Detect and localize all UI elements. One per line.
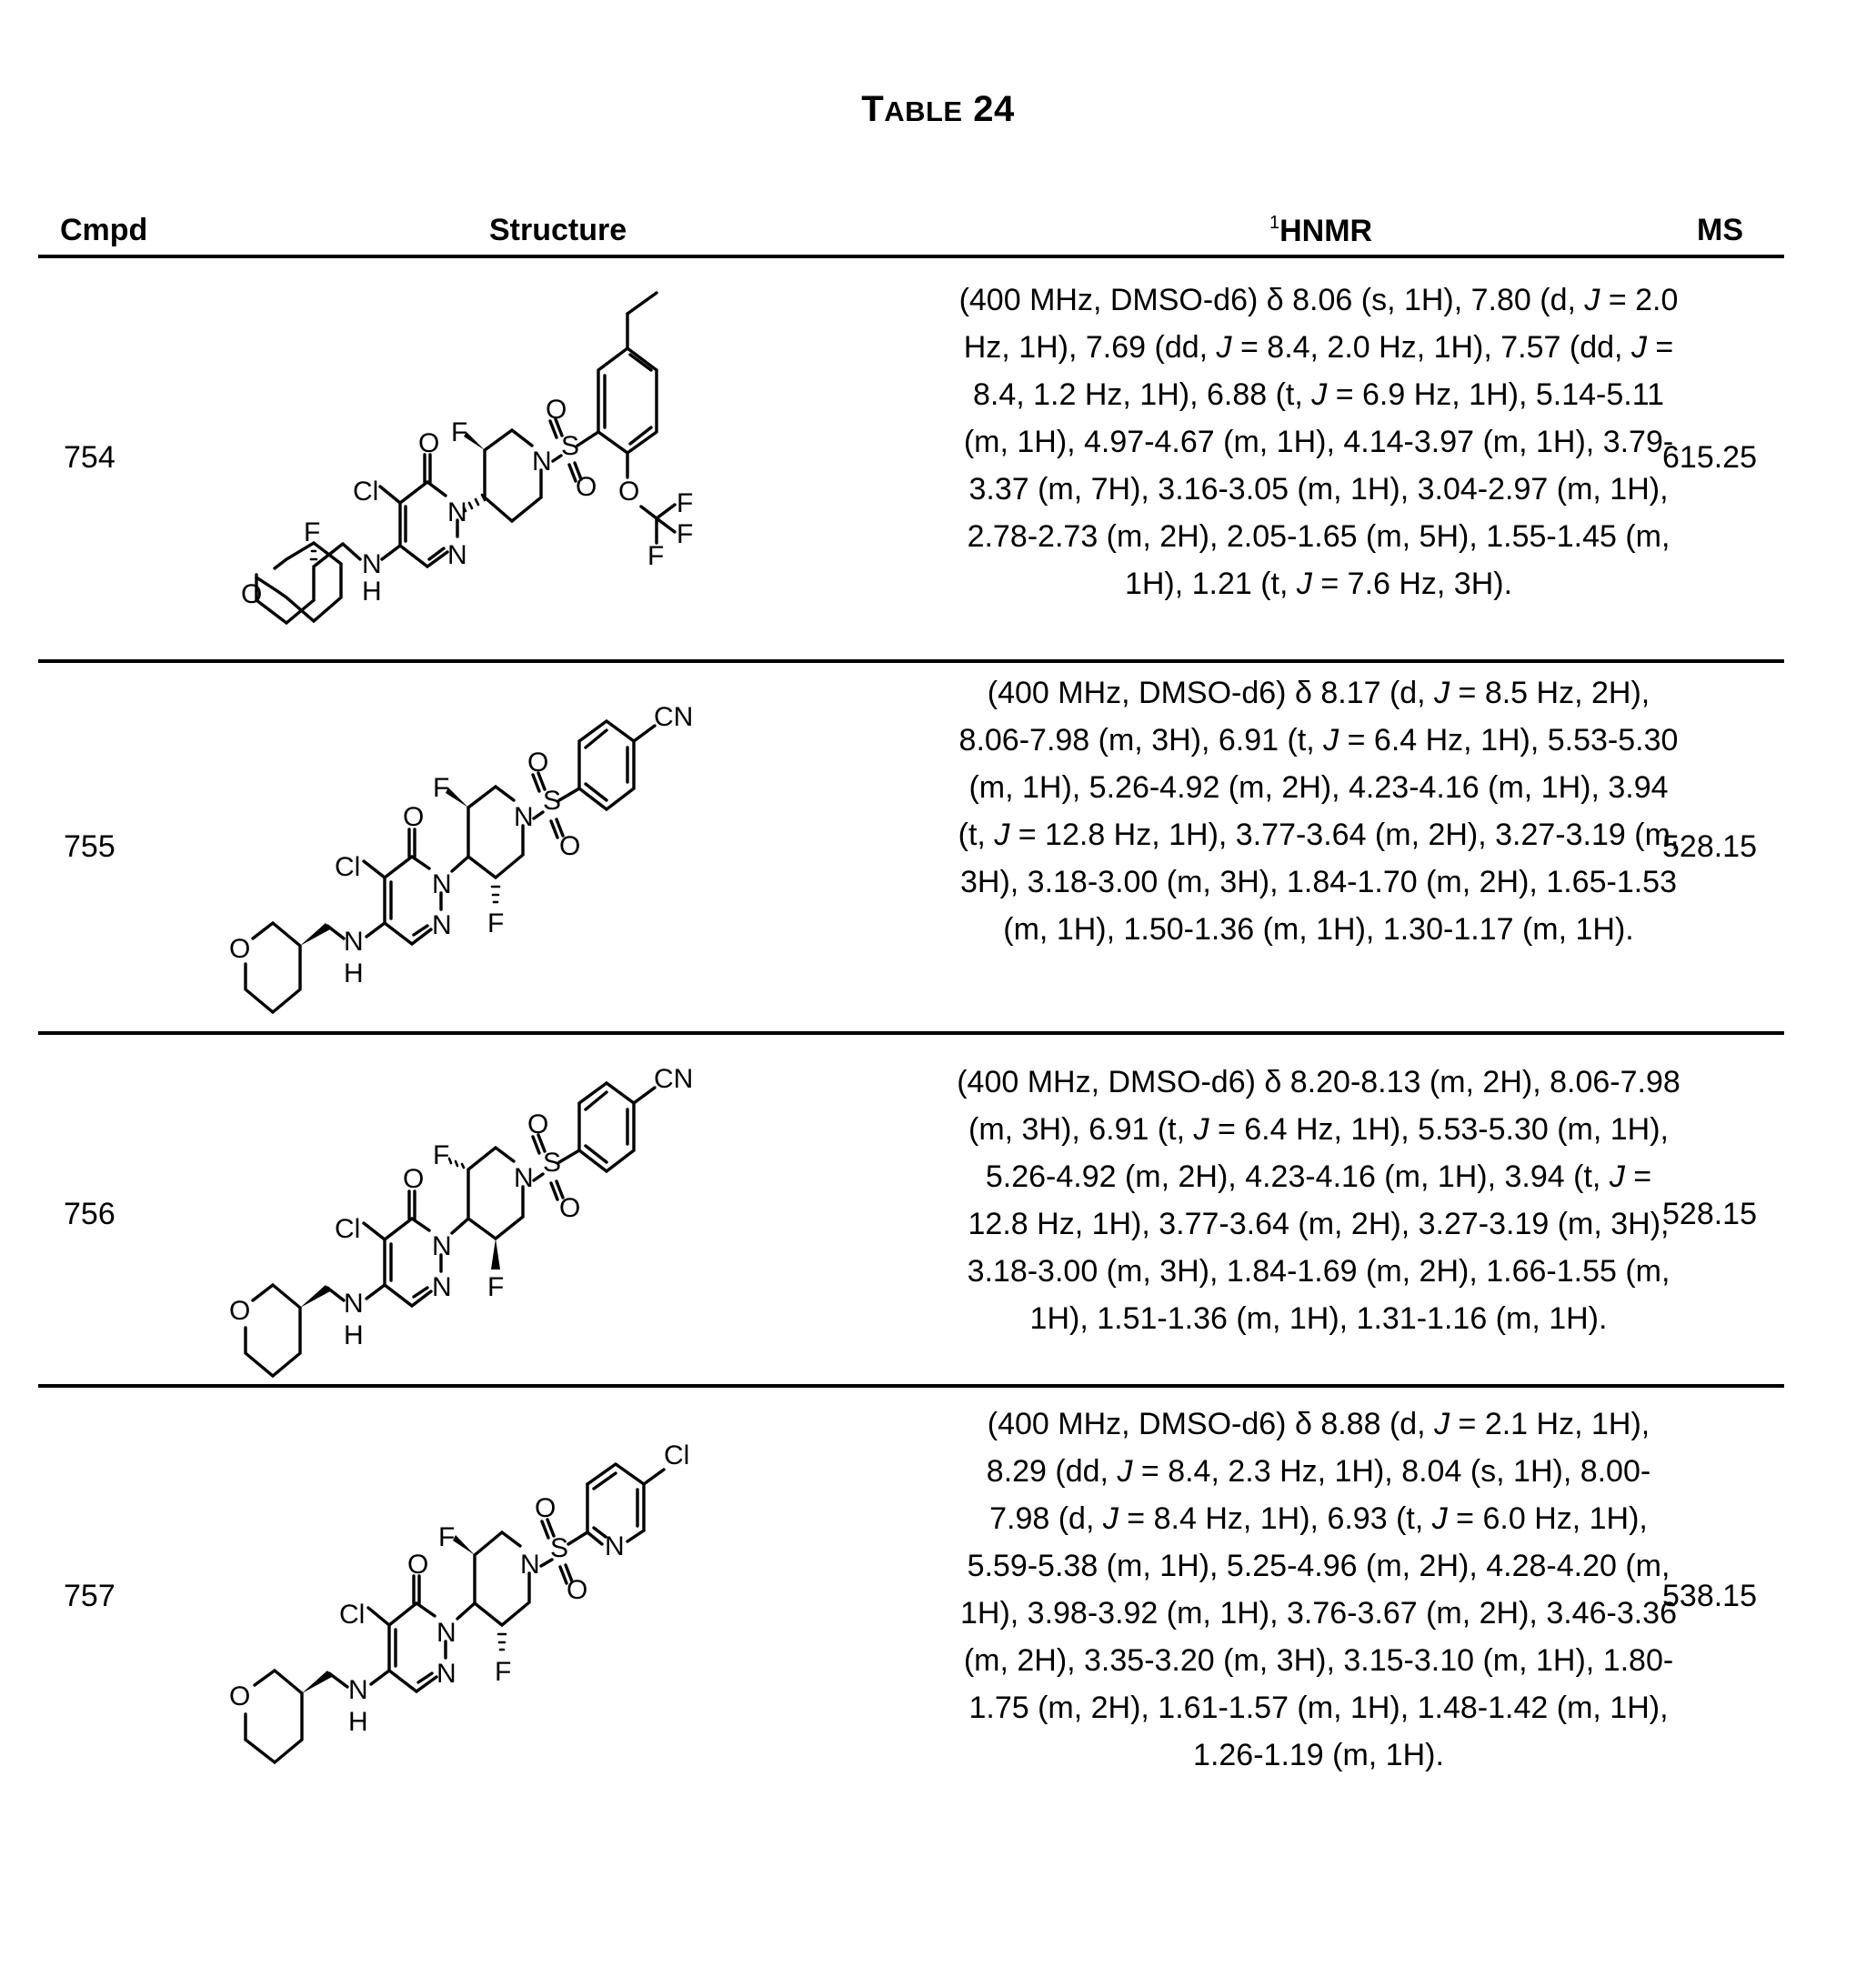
- chemical-structure-754: [236, 259, 891, 659]
- svg-text:N: N: [432, 1272, 452, 1302]
- svg-text:F: F: [433, 1140, 450, 1170]
- cmpd-id: 755: [64, 829, 115, 864]
- header-rule: [38, 255, 1784, 258]
- cmpd-id: 757: [64, 1579, 115, 1613]
- svg-text:H: H: [344, 958, 364, 988]
- svg-text:N: N: [348, 1675, 368, 1705]
- chemical-structure-756: [227, 1046, 900, 1391]
- column-header-structure: Structure: [489, 213, 627, 247]
- svg-text:N: N: [344, 927, 364, 957]
- row-divider: [38, 659, 1784, 663]
- svg-text:O: O: [229, 934, 251, 964]
- svg-text:Cl: Cl: [353, 477, 379, 507]
- svg-text:F: F: [495, 1657, 512, 1687]
- svg-text:N: N: [532, 447, 552, 477]
- svg-text:N: N: [605, 1531, 625, 1561]
- svg-text:N: N: [344, 1289, 364, 1319]
- svg-text:O: O: [535, 1493, 557, 1523]
- svg-text:F: F: [487, 1272, 505, 1302]
- svg-text:N: N: [447, 497, 467, 527]
- svg-text:H: H: [344, 1320, 364, 1350]
- svg-text:S: S: [543, 786, 562, 816]
- ms-value: 528.15: [1662, 1197, 1757, 1231]
- svg-text:O: O: [567, 1575, 588, 1605]
- svg-text:Cl: Cl: [335, 852, 361, 882]
- svg-text:F: F: [677, 488, 694, 518]
- svg-text:O: O: [403, 1164, 425, 1194]
- svg-text:S: S: [561, 431, 580, 461]
- svg-text:O: O: [229, 1296, 251, 1326]
- chemical-structure-757: [227, 1400, 900, 1782]
- column-header-nmr: $^1$HNMR: [1269, 213, 1373, 248]
- svg-text:F: F: [647, 541, 665, 571]
- svg-text:F: F: [677, 519, 694, 549]
- svg-text:F: F: [487, 908, 505, 938]
- svg-text:O: O: [527, 748, 549, 778]
- cmpd-id: 756: [64, 1197, 115, 1231]
- svg-text:N: N: [514, 802, 534, 832]
- svg-text:H: H: [348, 1707, 368, 1737]
- svg-text:F: F: [451, 417, 468, 447]
- ms-value: 615.25: [1662, 440, 1757, 475]
- svg-text:N: N: [362, 549, 382, 579]
- svg-text:F: F: [304, 517, 321, 547]
- svg-text:F: F: [438, 1522, 456, 1552]
- svg-text:F: F: [433, 773, 450, 803]
- svg-text:O: O: [418, 428, 440, 458]
- cmpd-id: 754: [64, 440, 115, 475]
- svg-text:O: O: [527, 1109, 549, 1139]
- svg-text:O: O: [559, 831, 581, 861]
- svg-text:N: N: [432, 910, 452, 940]
- svg-text:CN: CN: [654, 702, 694, 732]
- svg-text:O: O: [403, 802, 425, 832]
- svg-text:O: O: [546, 395, 567, 425]
- svg-text:O: O: [241, 579, 263, 609]
- svg-text:N: N: [432, 1231, 452, 1261]
- svg-text:O: O: [576, 472, 597, 502]
- svg-text:Cl: Cl: [664, 1440, 690, 1470]
- ms-value: 528.15: [1662, 829, 1757, 864]
- svg-text:N: N: [436, 1618, 456, 1648]
- table-title: TABLE 24: [861, 89, 1015, 129]
- svg-text:H: H: [362, 577, 382, 607]
- ms-value: 538.15: [1662, 1579, 1757, 1613]
- svg-text:N: N: [432, 869, 452, 899]
- nmr-data: (400 MHz, DMSO-d6) δ 8.06 (s, 1H), 7.80 (d, J = 2.0 Hz, 1H), 7.69 (dd, J = 8.4, 2.0 Hz, 1H), 7.57 (dd, J = 8.4, 1.2 Hz, 1H), 6.88 (t, J = 6.9 Hz, 1H), 5.14-5.11 (m, 1H), 4.97-4.67 (m, 1H), 4.14-3.97 (m, 1H), 3.79-3.37 (m, 7H), 3.16-3.05 (m, 1H), 3.04-2.97 (m, 1H), 2.78-2.73 (m, 2H), 2.05-1.65 (m, 5H), 1.55-1.45 (m, 1H), 1.21 (t, J = 7.6 Hz, 3H).: [958, 283, 1679, 601]
- chemical-structure-755: [227, 664, 900, 1037]
- svg-text:N: N: [514, 1163, 534, 1193]
- svg-text:O: O: [618, 477, 640, 507]
- svg-text:O: O: [407, 1550, 429, 1580]
- nmr-data: (400 MHz, DMSO-d6) δ 8.20-8.13 (m, 2H), 8.06-7.98 (m, 3H), 6.91 (t, J = 6.4 Hz, 1H), 5.53-5.30 (m, 1H), 5.26-4.92 (m, 2H), 4.23-4.16 (m, 1H), 3.94 (t, J = 12.8 Hz, 1H), 3.77-3.64 (m, 2H), 3.27-3.19 (m, 3H), 3.18-3.00 (m, 3H), 1.84-1.69 (m, 2H), 1.66-1.55 (m, 1H), 1.51-1.36 (m, 1H), 1.31-1.16 (m, 1H).: [957, 1065, 1680, 1336]
- svg-text:N: N: [447, 540, 467, 570]
- svg-text:Cl: Cl: [335, 1214, 361, 1244]
- svg-text:S: S: [550, 1533, 569, 1563]
- svg-text:CN: CN: [654, 1064, 694, 1094]
- nmr-data: (400 MHz, DMSO-d6) δ 8.17 (d, J = 8.5 Hz, 2H), 8.06-7.98 (m, 3H), 6.91 (t, J = 6.4 Hz, 1H), 5.53-5.30 (m, 1H), 5.26-4.92 (m, 2H), 4.23-4.16 (m, 1H), 3.94 (t, J = 12.8 Hz, 1H), 3.77-3.64 (m, 2H), 3.27-3.19 (m, 3H), 3.18-3.00 (m, 3H), 1.84-1.70 (m, 2H), 1.65-1.53 (m, 1H), 1.50-1.36 (m, 1H), 1.30-1.17 (m, 1H).: [958, 676, 1680, 947]
- nmr-data: (400 MHz, DMSO-d6) δ 8.88 (d, J = 2.1 Hz, 1H), 8.29 (dd, J = 8.4, 2.3 Hz, 1H), 8.04 (s, 1H), 8.00-7.98 (d, J = 8.4 Hz, 1H), 6.93 (t, J = 6.0 Hz, 1H), 5.59-5.38 (m, 1H), 5.25-4.96 (m, 2H), 4.28-4.20 (m, 1H), 3.98-3.92 (m, 1H), 3.76-3.67 (m, 2H), 3.46-3.36 (m, 2H), 3.35-3.20 (m, 3H), 3.15-3.10 (m, 1H), 1.80-1.75 (m, 2H), 1.61-1.57 (m, 1H), 1.48-1.42 (m, 1H), 1.26-1.19 (m, 1H).: [959, 1407, 1677, 1772]
- svg-text:O: O: [559, 1193, 581, 1223]
- column-header-cmpd: Cmpd: [60, 213, 148, 247]
- svg-text:N: N: [520, 1550, 540, 1580]
- svg-text:Cl: Cl: [339, 1600, 366, 1630]
- svg-text:O: O: [229, 1681, 251, 1711]
- column-header-ms: MS: [1697, 213, 1743, 247]
- svg-text:S: S: [543, 1148, 562, 1178]
- svg-text:N: N: [436, 1659, 456, 1689]
